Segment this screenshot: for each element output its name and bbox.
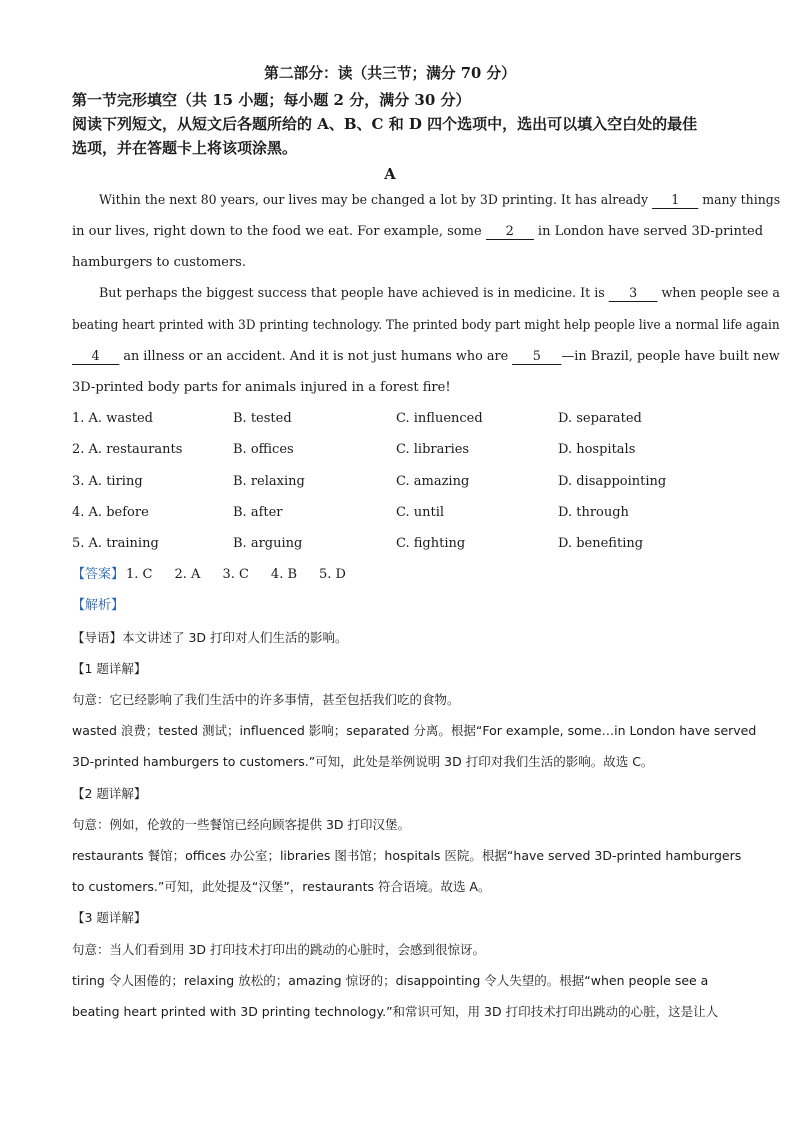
option-a: 5. A. training bbox=[72, 536, 159, 551]
option-d: D. benefiting bbox=[558, 536, 644, 551]
option-b: B. after bbox=[233, 505, 283, 520]
passage-text: in London have served 3D-printed bbox=[533, 224, 764, 239]
answer-line bbox=[72, 565, 722, 585]
option-a: 1. A. wasted bbox=[72, 411, 153, 426]
passage-text: an illness or an accident. And it is not just humans who are bbox=[119, 349, 513, 364]
part-title: 第二部分：读（共三节；满分 70 分） bbox=[264, 64, 516, 82]
guide-text: 【导语】本文讲述了 3D 打印对人们生活的影响。 bbox=[72, 630, 348, 645]
blank-1: 1 bbox=[652, 193, 698, 209]
q3-explanation-1: tiring 令人困倦的；relaxing 放松的；amazing 惊讶的；disappointing 令人失望的。根据“when people see a bbox=[72, 973, 709, 988]
passage-line: beating heart printed with 3D printing technology. The printed body part might help people live a normal life again bbox=[72, 318, 780, 333]
q3-title: 【3 题详解】 bbox=[72, 910, 147, 925]
option-d: D. disappointing bbox=[558, 474, 667, 489]
option-b: B. arguing bbox=[233, 536, 303, 551]
q1-explanation-2: 3D-printed hamburgers to customers.”可知，此处是举例说明 3D 打印对我们生活的影响。故选 C。 bbox=[72, 754, 654, 769]
passage-text: when people see a bbox=[657, 286, 780, 301]
q1-explanation-1: wasted 浪费；tested 测试；influenced 影响；separated 分离。根据“For example, some…in London have served bbox=[72, 723, 757, 738]
q2-explanation-2: to customers.”可知，此处提及“汉堡”，restaurants 符合语境。故选 A。 bbox=[72, 879, 491, 894]
passage-text: —in Brazil, people have built new bbox=[561, 349, 780, 364]
answer-item: 4. B bbox=[270, 567, 298, 582]
option-b: B. offices bbox=[233, 442, 294, 457]
option-d: D. through bbox=[558, 505, 629, 520]
answer-item: 1. C bbox=[126, 567, 153, 582]
q1-meaning: 句意：它已经影响了我们生活中的许多事情，甚至包括我们吃的食物。 bbox=[72, 692, 460, 707]
option-c: C. fighting bbox=[396, 536, 466, 551]
passage-line bbox=[72, 347, 780, 367]
q2-title: 【2 题详解】 bbox=[72, 786, 147, 801]
option-c: C. amazing bbox=[396, 474, 470, 489]
passage-line bbox=[99, 191, 781, 211]
passage-line bbox=[72, 222, 764, 242]
option-c: C. until bbox=[396, 505, 445, 520]
blank-2: 2 bbox=[486, 224, 534, 240]
section-title: 第一节完形填空（共 15 小题；每小题 2 分，满分 30 分） bbox=[72, 91, 471, 109]
passage-label: A bbox=[384, 165, 396, 183]
answer-item: 5. D bbox=[319, 567, 346, 582]
option-c: C. influenced bbox=[396, 411, 483, 426]
instruction-line-1: 阅读下列短文，从短文后各题所给的 A、B、C 和 D 四个选项中，选出可以填入空白处的最佳 bbox=[72, 115, 698, 133]
passage-line: 3D-printed body parts for animals injured in a forest fire! bbox=[72, 380, 451, 395]
option-a: 2. A. restaurants bbox=[72, 442, 183, 457]
option-c: C. libraries bbox=[396, 442, 470, 457]
blank-4: 4 bbox=[72, 349, 119, 365]
option-b: B. tested bbox=[233, 411, 292, 426]
passage-text: Within the next 80 years, our lives may be changed a lot by 3D printing. It has already bbox=[99, 193, 653, 208]
blank-3: 3 bbox=[609, 286, 658, 302]
passage-text: many things bbox=[698, 193, 781, 208]
option-a: 4. A. before bbox=[72, 505, 149, 520]
passage-line: hamburgers to customers. bbox=[72, 255, 246, 270]
q2-explanation-1: restaurants 餐馆；offices 办公室；libraries 图书馆；hospitals 医院。根据“have served 3D-printed hamburgers bbox=[72, 848, 742, 863]
option-a: 3. A. tiring bbox=[72, 474, 143, 489]
instruction-line-2: 选项，并在答题卡上将该项涂黑。 bbox=[72, 139, 298, 157]
analysis-label: 【解析】 bbox=[72, 598, 125, 613]
blank-5: 5 bbox=[512, 349, 561, 365]
answer-item: 3. C bbox=[222, 567, 249, 582]
passage-text: in our lives, right down to the food we eat. For example, some bbox=[72, 224, 486, 239]
answer-label: 【答案】 bbox=[72, 567, 125, 582]
q2-meaning: 句意：例如，伦敦的一些餐馆已经向顾客提供 3D 打印汉堡。 bbox=[72, 817, 411, 832]
option-d: D. separated bbox=[558, 411, 642, 426]
option-d: D. hospitals bbox=[558, 442, 636, 457]
passage-text: But perhaps the biggest success that people have achieved is in medicine. It is bbox=[99, 286, 609, 301]
q3-meaning: 句意：当人们看到用 3D 打印技术打印出的跳动的心脏时，会感到很惊讶。 bbox=[72, 942, 486, 957]
q1-title: 【1 题详解】 bbox=[72, 661, 147, 676]
option-b: B. relaxing bbox=[233, 474, 305, 489]
q3-explanation-2: beating heart printed with 3D printing technology.”和常识可知，用 3D 打印技术打印出跳动的心脏，这是让人 bbox=[72, 1004, 719, 1019]
passage-line bbox=[99, 284, 780, 304]
answer-item: 2. A bbox=[174, 567, 201, 582]
